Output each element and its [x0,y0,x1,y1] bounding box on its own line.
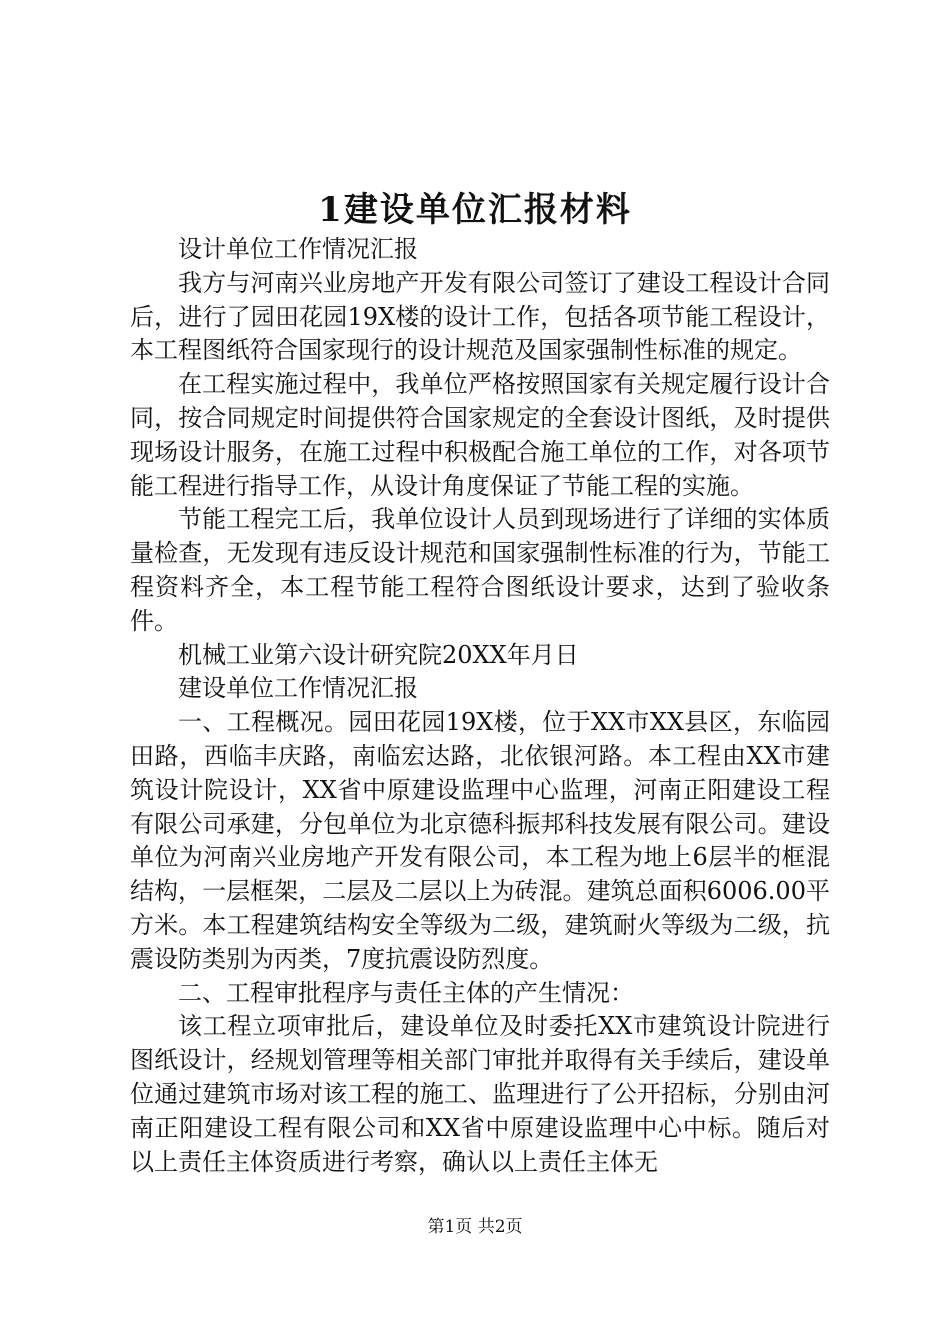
subheading: 二、工程审批程序与责任主体的产生情况： [178,978,634,1007]
paragraph: 一、工程概况。园田花园19X楼，位于XX市XX县区，东临园田路，西临丰庆路，南临宏达路，北依银河路。本工程由XX市建筑设计院设计，XX省中原建设监理中心监理，河南正阳建设工程有限公司承建，分包单位为北京德科振邦科技发展有限公司。建设单位为河南兴业房地产开发有限公司，本工程为地上6层半的框混结构，一层框架，二层及二层以上为砖混。建筑总面积6006.00平方米。本工程建筑结构安全等级为二级，建筑耐火等级为二级，抗震设防类别为丙类，7度抗震设防烈度。 [130,708,830,973]
section-heading-design-unit: 设计单位工作情况汇报 [178,235,418,263]
paragraph: 该工程立项审批后，建设单位及时委托XX市建筑设计院进行图纸设计，经规划管理等相关部门审批并取得有关手续后，建设单位通过建筑市场对该工程的施工、监理进行了公开招标，分别由河南正阳建设工程有限公司和XX省中原建设监理中心中标。随后对以上责任主体资质进行考察，确认以上责任主体无 [130,1012,830,1176]
section-heading-construction-unit: 建设单位工作情况汇报 [178,674,418,703]
signature-line: 机械工业第六设计研究院20XX年月日 [178,640,579,669]
paragraph: 我方与河南兴业房地产开发有限公司签订了建设工程设计合同后，进行了园田花园19X楼的设计工作，包括各项节能工程设计，本工程图纸符合国家现行的设计规范及国家强制性标准的规定。 [130,268,830,365]
document-body [130,233,830,1179]
document-title: 1建设单位汇报材料 [318,190,632,230]
paragraph: 在工程实施过程中，我单位严格按照国家有关规定履行设计合同，按合同规定时间提供符合国家规定的全套设计图纸，及时提供现场设计服务，在施工过程中积极配合施工单位的工作，对各项节能工程进行指导工作，从设计角度保证了节能工程的实施。 [130,370,830,500]
paragraph: 节能工程完工后，我单位设计人员到现场进行了详细的实体质量检查，无发现有违反设计规范和国家强制性标准的行为，节能工程资料齐全，本工程节能工程符合图纸设计要求，达到了验收条件。 [130,505,830,635]
page-footer: 第1页 共2页 [427,1217,523,1237]
